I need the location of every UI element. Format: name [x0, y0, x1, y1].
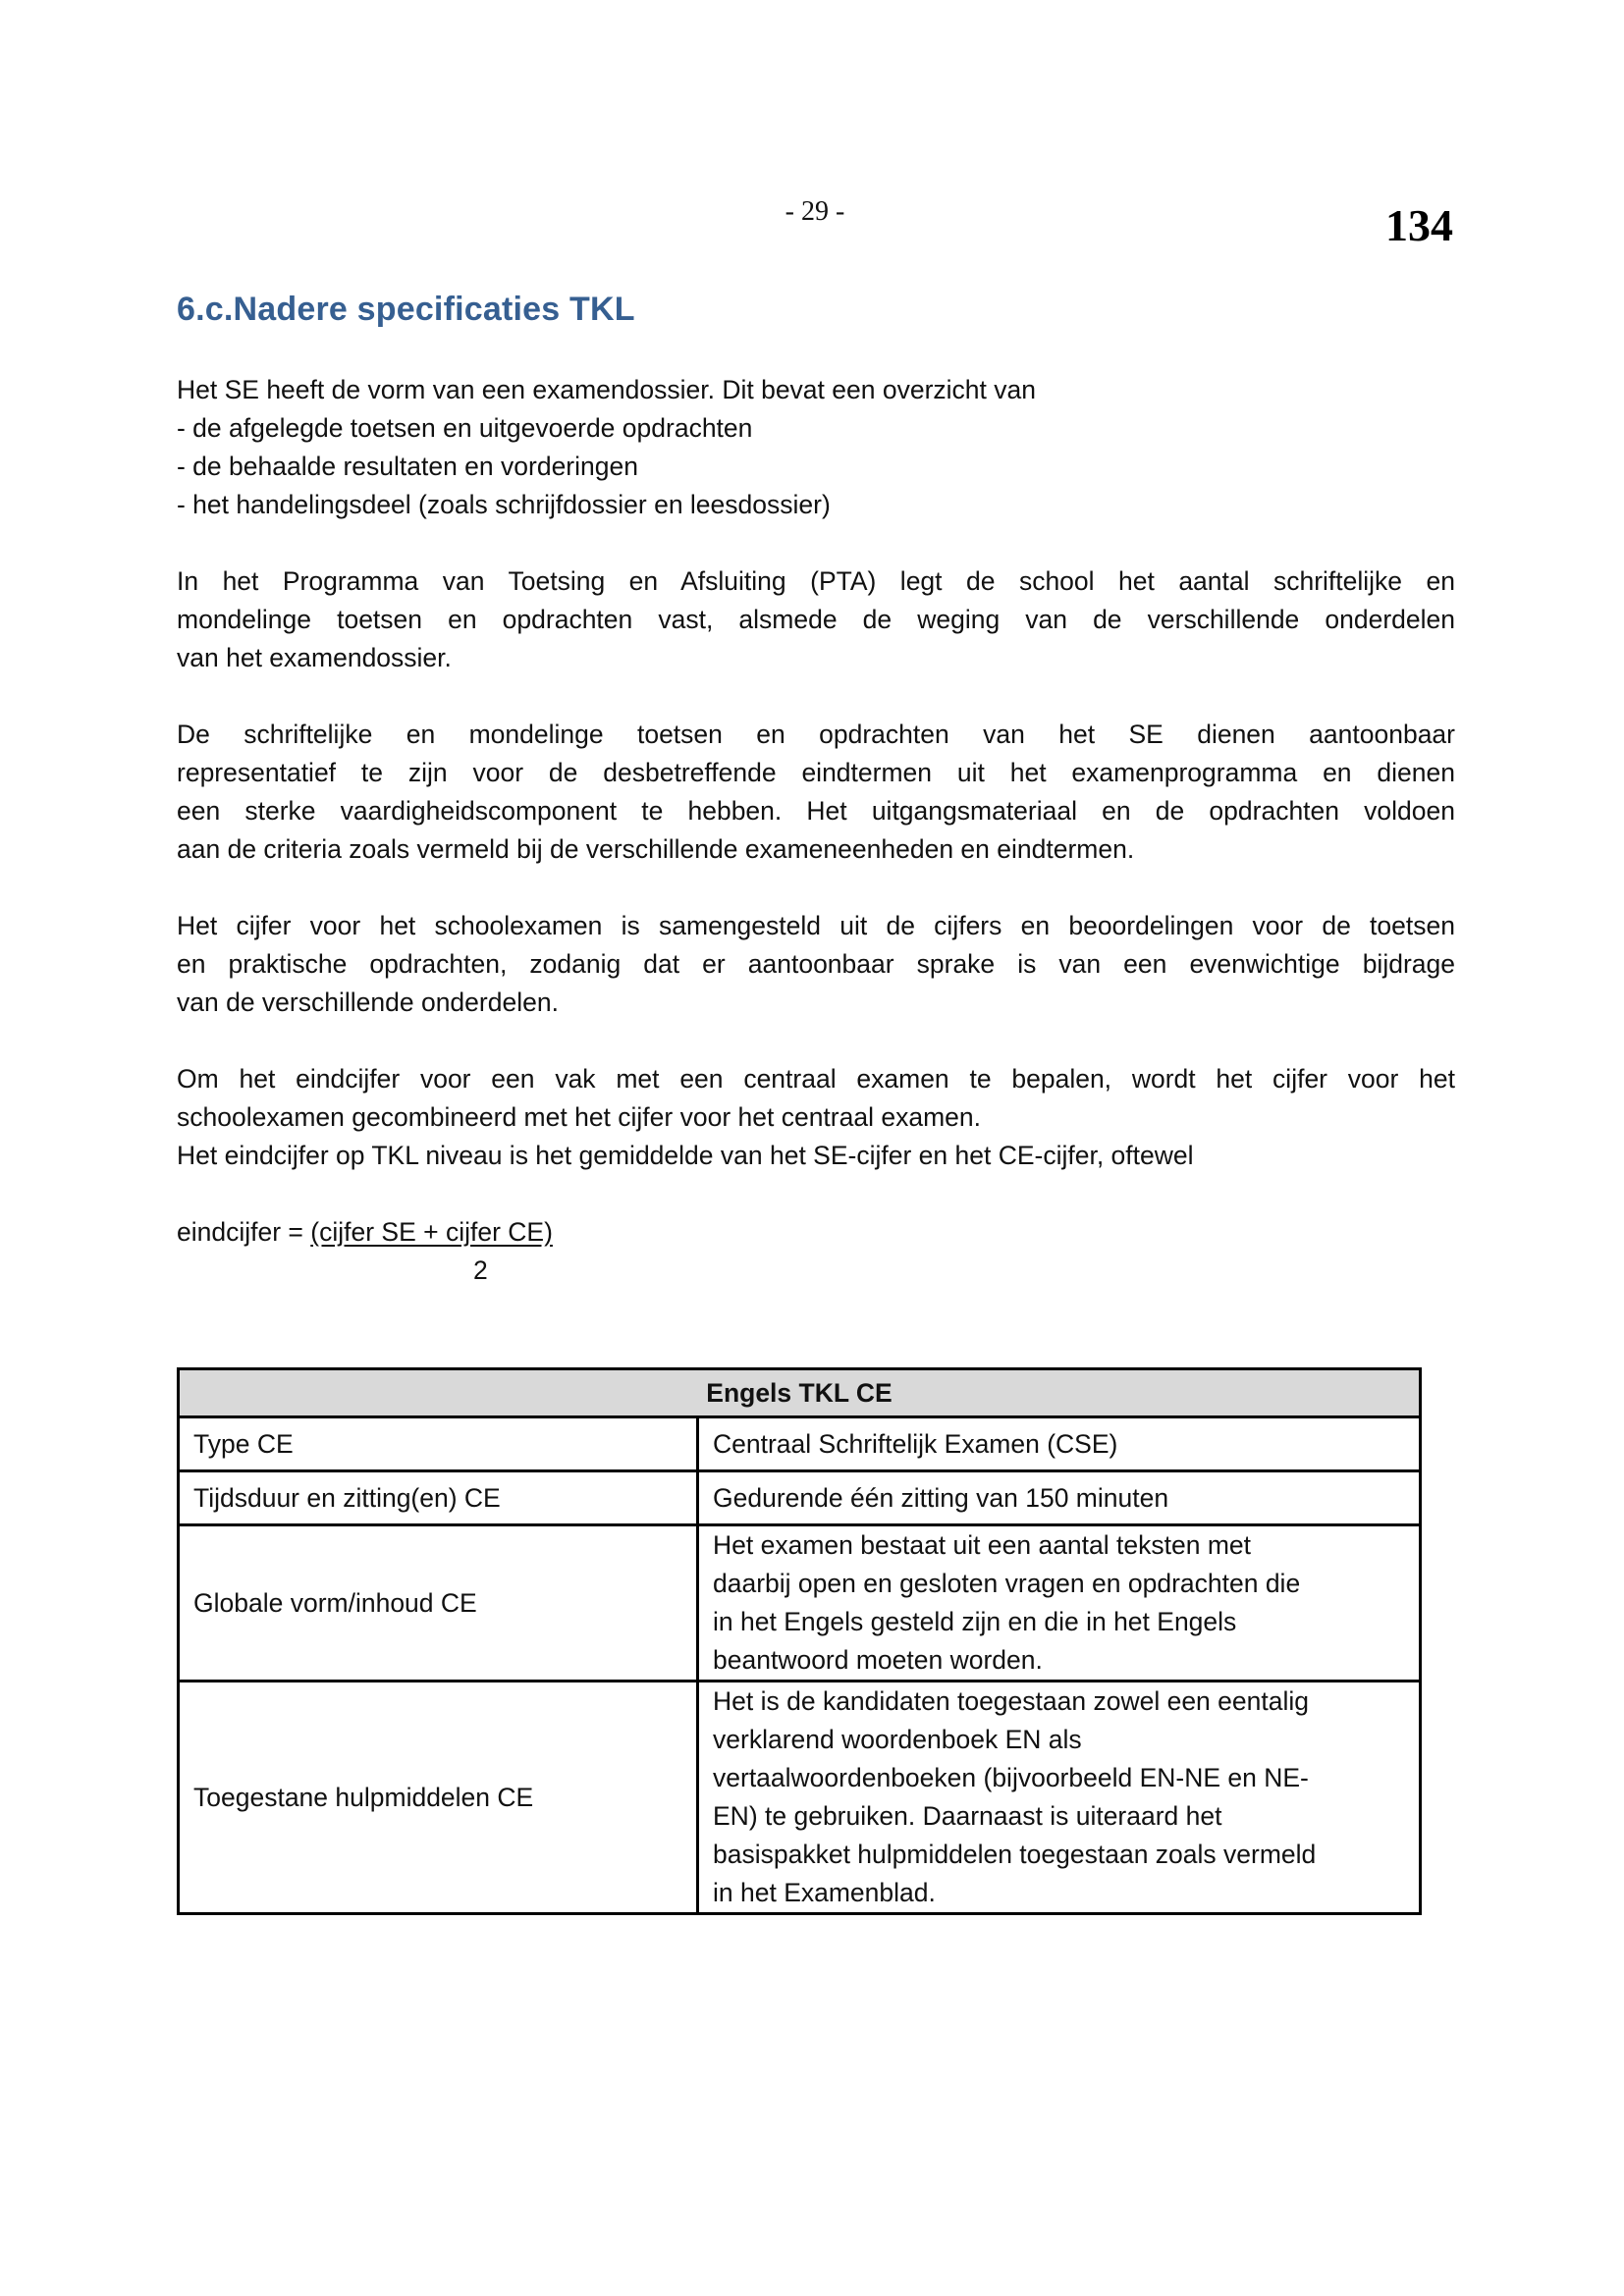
row-value-line: in het Examenblad. [713, 1878, 936, 1907]
paragraph-se-requirements [177, 716, 1455, 869]
paragraph-se-grade [177, 907, 1455, 1022]
paragraph-line: Het SE heeft de vorm van een examendossier. Dit bevat een overzicht van [177, 375, 1036, 404]
list-item: - de behaalde resultaten en vorderingen [177, 452, 638, 481]
page-number: - 29 - [785, 196, 845, 227]
paragraph-line: van het examendossier. [177, 643, 452, 672]
formula-denominator: 2 [473, 1255, 488, 1285]
row-value-line: in het Engels gesteld zijn en die in het Engels [713, 1607, 1237, 1636]
paragraph-line: Om het eindcijfer voor een vak met een centraal examen te bepalen, wordt het cijfer voor het [177, 1064, 1455, 1094]
paragraph-line: een sterke vaardigheidscomponent te hebben. Het uitgangsmateriaal en de opdrachten voldoen [177, 796, 1455, 826]
row-value-line: Centraal Schriftelijk Examen (CSE) [713, 1428, 1118, 1459]
row-value-line: daarbij open en gesloten vragen en opdrachten die [713, 1569, 1301, 1598]
paragraph-line: en praktische opdrachten, zodanig dat er aantoonbaar sprake is van een evenwichtige bijdrage [177, 949, 1455, 979]
document-page-stamp: 134 [1385, 200, 1453, 250]
row-label: Toegestane hulpmiddelen CE [179, 1682, 698, 1914]
row-value-line: verklarend woordenboek EN als [713, 1725, 1082, 1754]
table-title: Engels TKL CE [179, 1369, 1421, 1417]
paragraph-line: mondelinge toetsen en opdrachten vast, alsmede de weging van de verschillende onderdelen [177, 605, 1455, 634]
formula-lhs: eindcijfer = [177, 1217, 311, 1247]
row-value-line: EN) te gebruiken. Daarnaast is uiteraard het [713, 1801, 1222, 1831]
paragraph-line: Het eindcijfer op TKL niveau is het gemiddelde van het SE-cijfer en het CE-cijfer, oftewel [177, 1141, 1194, 1170]
row-value [698, 1471, 1421, 1525]
row-value-line: basispakket hulpmiddelen toegestaan zoals vermeld [713, 1840, 1317, 1869]
row-value [698, 1682, 1421, 1914]
row-label: Type CE [179, 1417, 698, 1471]
row-value [698, 1417, 1421, 1471]
paragraph-line: schoolexamen gecombineerd met het cijfer voor het centraal examen. [177, 1102, 981, 1132]
row-value-line: Het is de kandidaten toegestaan zowel een eentalig [713, 1686, 1309, 1716]
row-value [698, 1525, 1421, 1682]
paragraph-line: In het Programma van Toetsing en Afsluiting (PTA) legt de school het aantal schriftelijke en [177, 566, 1455, 596]
paragraph-line: aan de criteria zoals vermeld bij de verschillende exameneenheden en eindtermen. [177, 834, 1135, 864]
exam-spec-table [177, 1367, 1422, 1915]
table-row [179, 1682, 1421, 1914]
paragraph-line: De schriftelijke en mondelinge toetsen en opdrachten van het SE dienen aantoonbaar [177, 720, 1455, 749]
list-item: - de afgelegde toetsen en uitgevoerde opdrachten [177, 413, 753, 443]
paragraph-line: van de verschillende onderdelen. [177, 988, 559, 1017]
table-row [179, 1525, 1421, 1682]
row-value-line: Gedurende één zitting van 150 minuten [713, 1482, 1169, 1513]
paragraph-final-grade [177, 1060, 1455, 1175]
formula-numerator: (cijfer SE + cijfer CE) [310, 1217, 553, 1247]
section-heading: 6.c.Nadere specificaties TKL [177, 291, 635, 328]
row-value-line: beantwoord moeten worden. [713, 1645, 1043, 1675]
paragraph-line: representatief te zijn voor de desbetreffende eindtermen uit het examenprogramma en dienen [177, 758, 1455, 787]
row-value-line: Het examen bestaat uit een aantal teksten met [713, 1530, 1251, 1560]
grade-formula [177, 1213, 553, 1285]
row-label: Tijdsduur en zitting(en) CE [179, 1471, 698, 1525]
row-value-line: vertaalwoordenboeken (bijvoorbeeld EN-NE en NE- [713, 1763, 1309, 1792]
paragraph-intro [177, 371, 1455, 524]
table-row [179, 1471, 1421, 1525]
paragraph-pta [177, 562, 1455, 677]
row-label: Globale vorm/inhoud CE [179, 1525, 698, 1682]
table-row [179, 1417, 1421, 1471]
table-header-row [179, 1369, 1421, 1417]
list-item: - het handelingsdeel (zoals schrijfdossier en leesdossier) [177, 490, 831, 519]
paragraph-line: Het cijfer voor het schoolexamen is samengesteld uit de cijfers en beoordelingen voor de toetsen [177, 911, 1455, 940]
